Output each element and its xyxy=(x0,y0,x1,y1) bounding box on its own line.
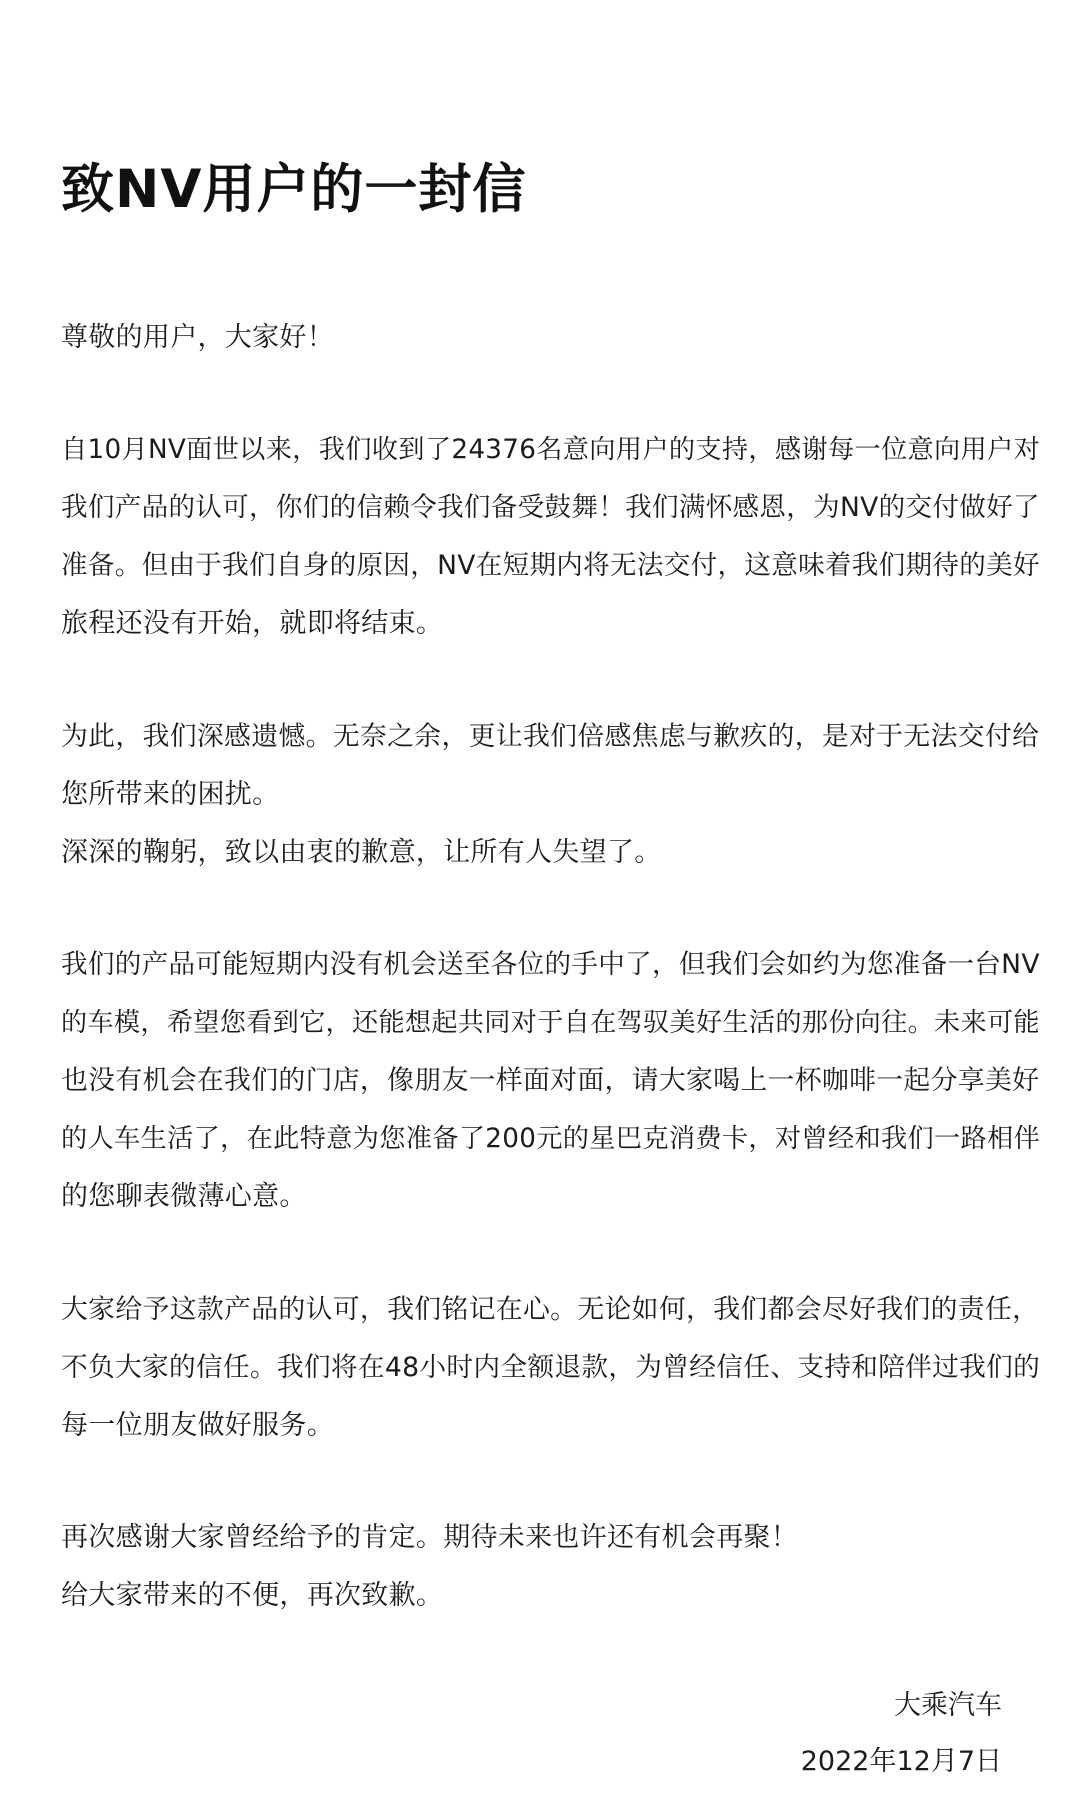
greeting: 尊敬的用户，大家好！ xyxy=(61,322,334,353)
signature-company: 大乘汽车 xyxy=(894,1690,1002,1721)
paragraph-line: 您所带来的困扰。 xyxy=(61,779,280,810)
paragraph-line: 的您聊表微薄心意。 xyxy=(61,1181,307,1212)
paragraph-line: 的车模，希望您看到它，还能想起共同对于自在驾驭美好生活的那份向往。未来可能 xyxy=(61,1008,1040,1038)
paragraph-line: 不负大家的信任。我们将在48小时内全额退款，为曾经信任、支持和陪伴过我们的 xyxy=(61,1352,1041,1383)
paragraph-line: 旅程还没有开始，就即将结束。 xyxy=(61,608,444,639)
paragraph-line: 我们产品的认可，你们的信赖令我们备受鼓舞！我们满怀感恩，为NV的交付做好了 xyxy=(61,492,1040,523)
paragraph-line: 自10月NV面世以来，我们收到了24376名意向用户的支持，感谢每一位意向用户对 xyxy=(61,435,1041,465)
letter-title: 致NV用户的一封信 xyxy=(61,159,527,220)
paragraph-line: 的人车生活了，在此特意为您准备了200元的星巴克消费卡，对曾经和我们一路相伴 xyxy=(61,1124,1041,1154)
paragraph-line: 为此，我们深感遗憾。无奈之余，更让我们倍感焦虑与歉疚的，是对于无法交付给 xyxy=(61,721,1040,752)
paragraph-line: 深深的鞠躬，致以由衷的歉意，让所有人失望了。 xyxy=(61,837,662,868)
paragraph-line: 每一位朋友做好服务。 xyxy=(61,1410,334,1441)
paragraph-line: 大家给予这款产品的认可，我们铭记在心。无论如何，我们都会尽好我们的责任， xyxy=(61,1294,1040,1325)
paragraph-line: 我们的产品可能短期内没有机会送至各位的手中了，但我们会如约为您准备一台NV xyxy=(61,949,1040,980)
paragraph-line: 准备。但由于我们自身的原因，NV在短期内将无法交付，这意味着我们期待的美好 xyxy=(61,550,1040,581)
signature-date: 2022年12月7日 xyxy=(800,1746,1002,1777)
paragraph-line: 给大家带来的不便，再次致歉。 xyxy=(61,1580,444,1611)
paragraph-line: 也没有机会在我们的门店，像朋友一样面对面，请大家喝上一杯咖啡一起分享美好 xyxy=(61,1065,1040,1096)
paragraph-line: 再次感谢大家曾经给予的肯定。期待未来也许还有机会再聚！ xyxy=(61,1522,799,1553)
